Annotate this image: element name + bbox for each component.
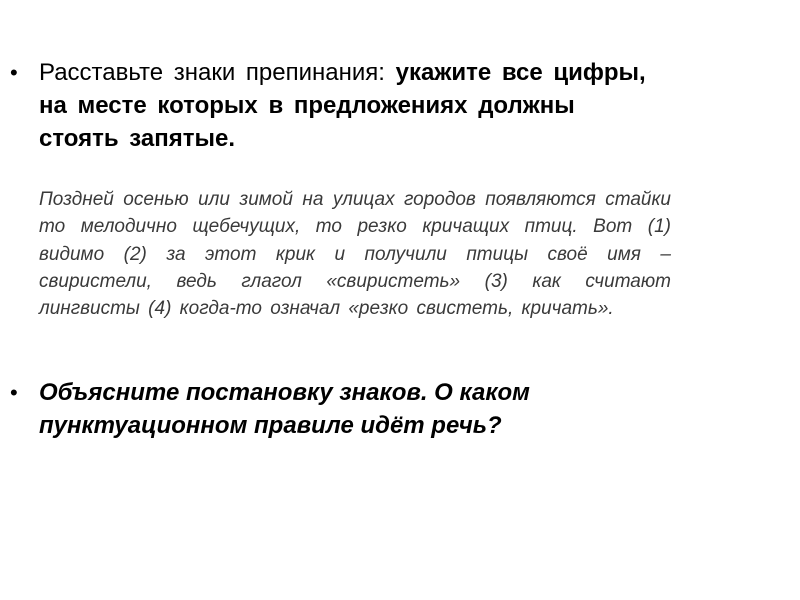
task-instruction — [39, 56, 664, 155]
bullet-icon: • — [10, 380, 18, 405]
bullet-icon: • — [10, 60, 18, 85]
text-passage: Поздней осенью или зимой на улицах городов появляются стайки то мелодично щебечущих, то резко кричащих птиц. Вот (1) видимо (2) за этот крик и получили птицы своё имя – свиристели, ведь глагол «свиристеть» (3) как считают лингвисты (4) когда-то означал «резко свистеть, кричать». — [39, 189, 671, 320]
question-text: Объясните постановку знаков. О каком пунктуационном правиле идёт речь? — [39, 379, 530, 439]
task-instruction-regular: Расставьте знаки препинания: — [39, 59, 385, 86]
task-instruction-bold: укажите все цифры, на месте которых в предложениях должны стоять запятые. — [39, 59, 646, 152]
